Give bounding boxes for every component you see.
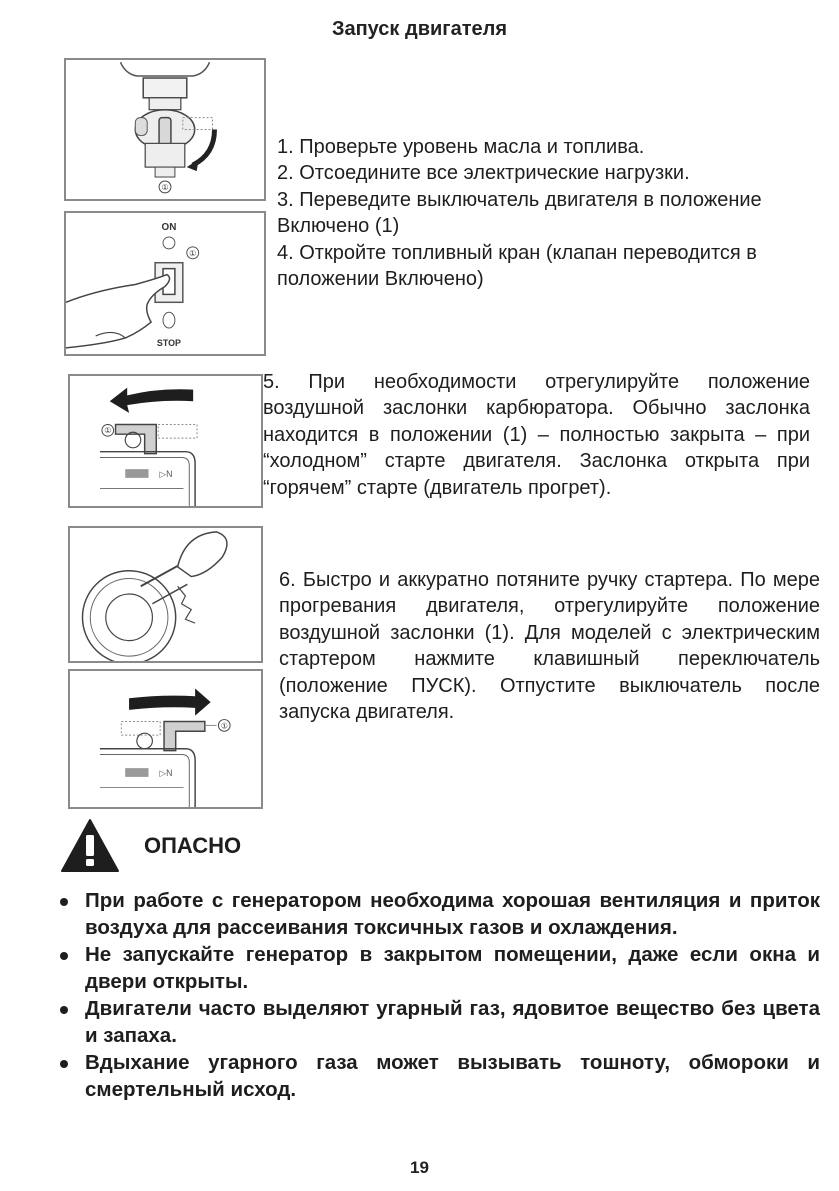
step-5: 5. При необходимости отрегулируйте положение воздушной заслонки карбюратора. Обычно заслонка находится в положении (1) – полностью закрыта – при “холодном” старте двигателя. Заслонка открыта при “горячем” старте (двигатель прогрет). — [263, 371, 810, 499]
bullet-icon — [60, 1006, 68, 1014]
recoil-starter-figure — [68, 526, 263, 663]
bullet-icon — [60, 898, 68, 906]
danger-item: Вдыхание угарного газа может вызывать тошноту, обмороки и смертельный исход. — [58, 1049, 820, 1103]
svg-text:▷N: ▷N — [159, 468, 173, 479]
stop-label: STOP — [156, 337, 182, 348]
svg-text:▷N: ▷N — [159, 767, 173, 778]
on-label: ON — [161, 222, 177, 234]
step-6: 6. Быстро и аккуратно потяните ручку стартера. По мере прогревания двигателя, отрегулируйте положение воздушной заслонки (1). Для моделей с электрическим стартером нажмите клавишный переключатель (положение ПУСК). Отпустите выключатель после запуска двигателя. — [279, 569, 820, 724]
step-2: 2. Отсоедините все электрические нагрузки. — [277, 162, 690, 185]
danger-item: Не запускайте генератор в закрытом помещении, даже если окна и двери открыты. — [58, 941, 820, 995]
danger-warning-header — [60, 818, 241, 873]
step-4: 4. Откройте топливный кран (клапан переводится в положении Включено) — [277, 241, 757, 291]
steps-block-3 — [279, 567, 820, 725]
page-title: Запуск двигателя — [331, 18, 508, 40]
svg-text:①: ① — [220, 721, 228, 731]
fuel-valve-illustration — [66, 60, 264, 199]
svg-text:①: ① — [104, 426, 112, 436]
steps-block-1 — [277, 134, 822, 292]
choke-open-illustration — [70, 671, 261, 807]
danger-item: При работе с генератором необходима хорошая вентиляция и приток воздуха для рассеивания токсичных газов и охлаждения. — [58, 887, 820, 941]
engine-switch-illustration — [66, 213, 264, 354]
engine-switch-figure — [64, 211, 266, 356]
choke-open-figure — [68, 669, 263, 809]
step-3: 3. Переведите выключатель двигателя в положение Включено (1) — [277, 188, 762, 238]
svg-text:①: ① — [189, 248, 197, 258]
fuel-valve-figure — [64, 58, 266, 201]
danger-item: Двигатели часто выделяют угарный газ, ядовитое вещество без цвета и запаха. — [58, 995, 820, 1049]
choke-closed-figure — [68, 374, 263, 508]
warning-triangle-icon — [60, 818, 120, 873]
steps-block-2 — [263, 369, 810, 501]
danger-label: ОПАСНО — [144, 832, 242, 858]
bullet-icon — [60, 952, 68, 960]
recoil-starter-illustration — [70, 528, 261, 661]
callout-1: ① — [161, 182, 169, 192]
page-number: 19 — [410, 1158, 429, 1177]
choke-closed-illustration — [70, 376, 261, 506]
step-1: 1. Проверьте уровень масла и топлива. — [277, 136, 645, 158]
bullet-icon — [60, 1060, 68, 1068]
danger-list — [58, 887, 820, 1103]
